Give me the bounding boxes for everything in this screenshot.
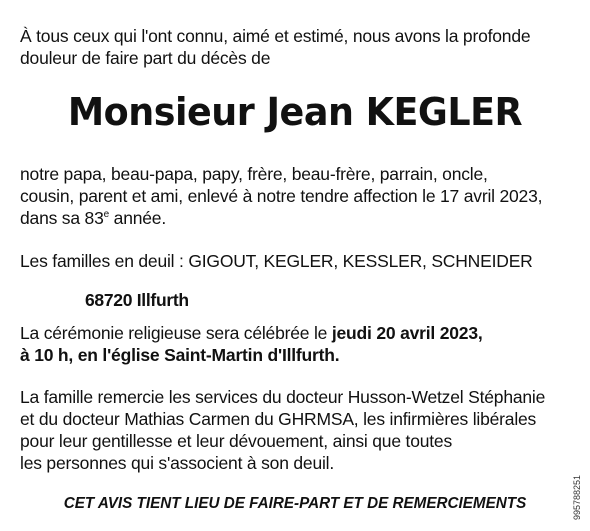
ceremony-paragraph — [20, 322, 483, 366]
relation-line: notre papa, beau-papa, papy, frère, beau-frère, parrain, oncle, — [20, 164, 488, 184]
relation-line: cousin, parent et ami, enlevé à notre tendre affection le 17 avril 2023, — [20, 186, 543, 206]
families-line: Les familles en deuil : GIGOUT, KEGLER, KESSLER, SCHNEIDER — [20, 251, 533, 271]
thanks-line: La famille remercie les services du docteur Husson-Wetzel Stéphanie — [20, 387, 546, 407]
footer-notice: CET AVIS TIENT LIEU DE FAIRE-PART ET DE REMERCIEMENTS — [63, 495, 527, 512]
intro-line: À tous ceux qui l'ont connu, aimé et estimé, nous avons la profonde — [20, 26, 531, 46]
ceremony-date: jeudi 20 avril 2023, — [331, 323, 483, 343]
intro-paragraph — [20, 25, 530, 69]
age-suffix: année. — [109, 208, 166, 228]
ordinal-suffix: e — [103, 209, 109, 221]
thanks-line: pour leur gentillesse et leur dévouement, ainsi que toutes — [20, 431, 453, 451]
ceremony-line — [20, 344, 483, 366]
relation-paragraph — [20, 163, 542, 229]
ceremony-text: La cérémonie religieuse sera célébrée le — [20, 323, 332, 343]
thanks-paragraph — [20, 386, 545, 474]
reference-number: 995788251 — [572, 474, 582, 520]
thanks-line: et du docteur Mathias Carmen du GHRMSA, les infirmières libérales — [20, 409, 537, 429]
age-text: dans sa 83 — [20, 208, 104, 228]
ceremony-line — [20, 322, 483, 344]
city-line: 68720 Illfurth — [85, 290, 189, 310]
deceased-name: Monsieur Jean KEGLER — [67, 90, 523, 134]
intro-line: douleur de faire part du décès de — [20, 48, 271, 68]
relation-line — [20, 207, 542, 229]
ceremony-place: à 10 h, en l'église Saint-Martin d'Illfurth. — [20, 345, 340, 365]
thanks-line: les personnes qui s'associent à son deuil. — [20, 453, 335, 473]
